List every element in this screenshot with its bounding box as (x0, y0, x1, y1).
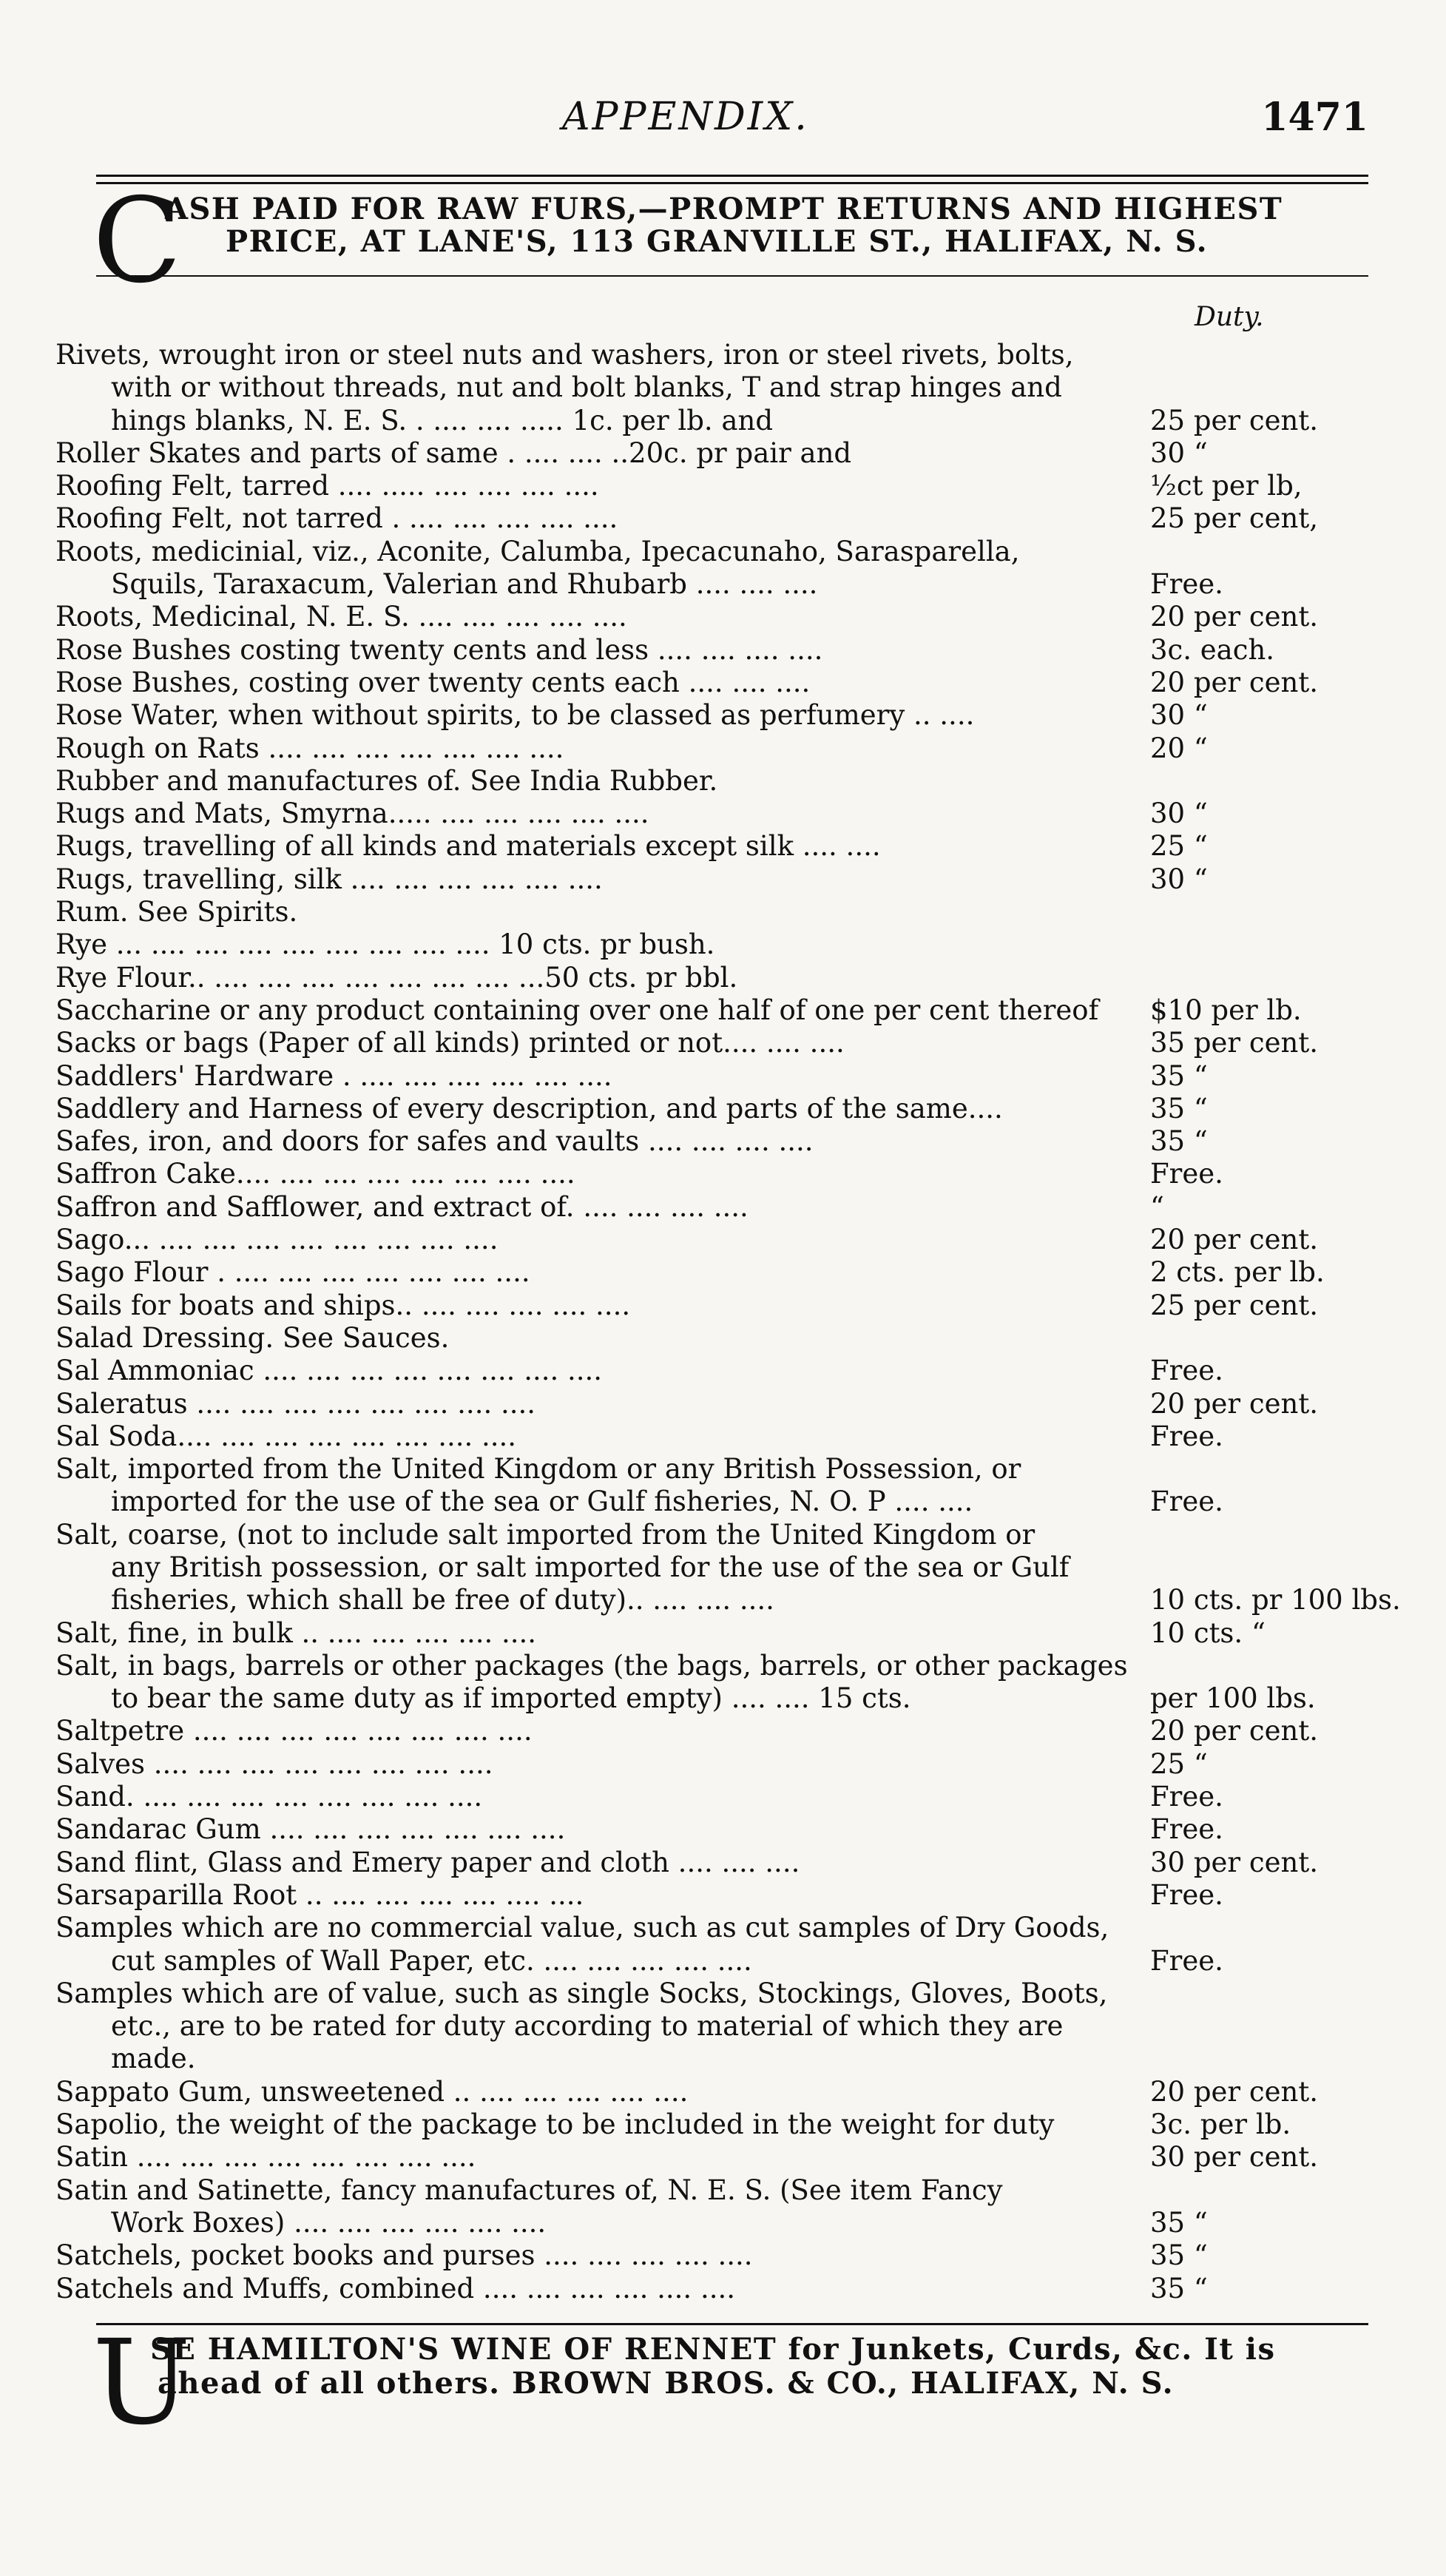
tariff-row (55, 765, 1357, 798)
item-duty: Free. (1150, 1420, 1223, 1452)
tariff-row (55, 1093, 1357, 1125)
tariff-row (55, 2141, 1357, 2174)
tariff-row (55, 1945, 1357, 1977)
duty-column-heading: Duty. (1195, 302, 1264, 332)
tariff-row (55, 1060, 1357, 1093)
tariff-row (55, 1027, 1357, 1059)
item-description: to bear the same duty as if imported empty) .... .... 15 cts. (111, 1682, 911, 1715)
tariff-row (55, 1289, 1357, 1322)
tariff-row (55, 962, 1357, 994)
page-number: 1471 (1261, 95, 1368, 140)
item-description: Rye Flour.. .... .... .... .... .... .... .... ...50 cts. pr bbl. (55, 961, 738, 994)
item-description: cut samples of Wall Paper, etc. .... .... .... .... .... (111, 1944, 752, 1977)
item-duty: 2 cts. per lb. (1150, 1256, 1325, 1289)
item-duty: 20 per cent. (1150, 1715, 1318, 1747)
tariff-row (55, 2010, 1357, 2043)
tariff-entries (55, 339, 1401, 2305)
item-duty: per 100 lbs. (1150, 1682, 1316, 1715)
item-description: Sal Soda.... .... .... .... .... .... .... .... (55, 1420, 517, 1452)
item-description: Satin and Satinette, fancy manufactures of, N. E. S. (See item Fancy (55, 2174, 1003, 2206)
item-duty: 30 “ (1150, 436, 1208, 469)
item-description: Satin .... .... .... .... .... .... .... .... (55, 2141, 476, 2174)
item-description: fisheries, which shall be free of duty).. .... .... .... (111, 1584, 774, 1616)
tariff-row (55, 1158, 1357, 1190)
item-description: Salt, imported from the United Kingdom or any British Possession, or (55, 1453, 1021, 1486)
ad-drop-cap: U (92, 2315, 192, 2451)
tariff-row (55, 2108, 1357, 2141)
ad-line-1: ASH PAID FOR RAW FURS,—PROMPT RETURNS AND HIGHEST (165, 192, 1283, 226)
tariff-row (55, 470, 1357, 502)
item-description: Sago Flour . .... .... .... .... .... .... .... (55, 1256, 530, 1289)
tariff-row (55, 896, 1357, 928)
item-description: Sal Ammoniac .... .... .... .... .... .... .... .... (55, 1355, 603, 1387)
item-description: Rough on Rats .... .... .... .... .... .... .... (55, 732, 564, 764)
item-description: Satchels and Muffs, combined .... .... .... .... .... .... (55, 2272, 736, 2304)
tariff-row (55, 1584, 1401, 1616)
item-description: Salt, coarse, (not to include salt imported from the United Kingdom or (55, 1518, 1035, 1551)
tariff-row (55, 2207, 1357, 2239)
item-duty: ½ct per lb, (1150, 470, 1303, 502)
item-duty: 35 “ (1150, 1092, 1208, 1125)
tariff-row (55, 339, 1357, 371)
item-description: Saccharine or any product containing over one half of one per cent thereof (55, 994, 1099, 1026)
tariff-row (55, 371, 1357, 404)
item-duty: Free. (1150, 1158, 1223, 1190)
item-description: Sandarac Gum .... .... .... .... .... .... .... (55, 1813, 566, 1846)
item-duty: “ (1150, 1190, 1164, 1223)
tariff-row (55, 2273, 1357, 2305)
tariff-row (55, 994, 1357, 1027)
tariff-row (55, 2174, 1357, 2207)
item-description: with or without threads, nut and bolt blanks, T and strap hinges and (111, 371, 1062, 404)
item-duty: Free. (1150, 1944, 1223, 1977)
item-description: Roots, medicinial, viz., Aconite, Calumba, Ipecacunaho, Sarasparella, (55, 535, 1020, 567)
ad-line-2: ahead of all others. BROWN BROS. & CO., HALIFAX, N. S. (158, 2366, 1174, 2401)
tariff-row (55, 1813, 1357, 1846)
item-duty: 20 “ (1150, 732, 1208, 764)
item-duty: 20 per cent. (1150, 601, 1318, 633)
item-duty: 10 cts. “ (1150, 1616, 1266, 1649)
tariff-row (55, 1977, 1357, 2010)
item-duty: $10 per lb. (1150, 994, 1302, 1026)
item-description: Rye ... .... .... .... .... .... .... .... .... 10 cts. pr bush. (55, 928, 715, 961)
item-description: Sails for boats and ships.. .... .... .... .... .... (55, 1289, 631, 1321)
tariff-row (55, 405, 1357, 437)
item-description: Roots, Medicinal, N. E. S. .... .... .... .... .... (55, 601, 627, 633)
item-duty: 25 per cent, (1150, 502, 1318, 535)
item-description: Samples which are no commercial value, such as cut samples of Dry Goods, (55, 1912, 1109, 1944)
item-description: etc., are to be rated for duty according to material of which they are (111, 2010, 1064, 2043)
item-description: Saltpetre .... .... .... .... .... .... .... .... (55, 1715, 533, 1747)
tariff-row (55, 536, 1357, 568)
item-duty: 20 per cent. (1150, 1224, 1318, 1256)
item-description: Rugs, travelling, silk .... .... .... .... .... .... (55, 863, 603, 895)
header-rule-top (96, 175, 1368, 177)
item-duty: 35 “ (1150, 2206, 1208, 2239)
item-description: Roofing Felt, not tarred . .... .... .... .... .... (55, 502, 618, 535)
tariff-row (55, 928, 1357, 961)
item-duty: 30 “ (1150, 798, 1208, 830)
item-duty: 30 “ (1150, 699, 1208, 732)
tariff-row (55, 1682, 1357, 1715)
tariff-row (55, 1617, 1357, 1650)
ad-line-2: PRICE, AT LANE'S, 113 GRANVILLE ST., HALIFAX, N. S. (226, 224, 1209, 259)
item-description: Salad Dressing. See Sauces. (55, 1321, 450, 1354)
item-description: Roofing Felt, tarred .... ..... .... .... .... .... (55, 470, 599, 502)
item-description: Sarsaparilla Root .. .... .... .... .... .... .... (55, 1878, 584, 1911)
tariff-row (55, 1125, 1357, 1158)
item-description: Rugs and Mats, Smyrna..... .... .... .... .... .... (55, 798, 649, 830)
item-description: Sand. .... .... .... .... .... .... .... .... (55, 1781, 483, 1813)
item-duty: 35 “ (1150, 2272, 1208, 2304)
page-header (89, 95, 1368, 146)
tariff-row (55, 1191, 1357, 1224)
item-description: Rose Bushes, costing over twenty cents each .... .... .... (55, 666, 811, 698)
item-duty: 3c. each. (1150, 633, 1275, 666)
header-rule-bottom (96, 182, 1368, 184)
item-description: Rugs, travelling of all kinds and materials except silk .... .... (55, 830, 881, 863)
tariff-row (55, 1355, 1357, 1387)
tariff-row (55, 601, 1357, 633)
item-duty: Free. (1150, 1878, 1223, 1911)
tariff-row (55, 2043, 1357, 2075)
item-description: Salt, in bags, barrels or other packages (the bags, barrels, or other packages (55, 1649, 1128, 1682)
tariff-row (55, 1781, 1357, 1813)
tariff-row (55, 798, 1357, 830)
item-description: Rum. See Spirits. (55, 896, 298, 928)
item-duty: 25 “ (1150, 1747, 1208, 1780)
tariff-row (55, 502, 1357, 535)
tariff-row (55, 1748, 1357, 1781)
tariff-row (55, 699, 1357, 732)
tariff-row (55, 2239, 1357, 2272)
item-description: Saffron and Safflower, and extract of. .... .... .... .... (55, 1190, 749, 1223)
tariff-row (55, 1453, 1357, 1486)
item-duty: 25 “ (1150, 830, 1208, 863)
tariff-row (55, 1322, 1357, 1355)
ad-drop-cap: C (92, 173, 182, 309)
footer-rule (96, 2323, 1368, 2325)
tariff-row (55, 568, 1357, 601)
tariff-row (55, 437, 1357, 470)
tariff-row (55, 732, 1357, 765)
item-duty: 35 “ (1150, 1059, 1208, 1092)
item-duty: Free. (1150, 568, 1223, 601)
top-advertisement (92, 173, 1372, 309)
item-duty: 30 per cent. (1150, 1846, 1318, 1878)
item-description: Sand flint, Glass and Emery paper and cloth .... .... .... (55, 1846, 800, 1878)
item-description: Rose Bushes costing twenty cents and less .... .... .... .... (55, 633, 823, 666)
item-duty: 20 per cent. (1150, 1387, 1318, 1420)
item-description: Saleratus .... .... .... .... .... .... .... .... (55, 1387, 536, 1420)
item-description: Rivets, wrought iron or steel nuts and washers, iron or steel rivets, bolts, (55, 339, 1074, 371)
item-description: imported for the use of the sea or Gulf fisheries, N. O. P .... .... (111, 1486, 973, 1518)
item-duty: Free. (1150, 1486, 1223, 1518)
item-duty: 30 per cent. (1150, 2141, 1318, 2174)
item-description: Satchels, pocket books and purses .... .... .... .... .... (55, 2239, 753, 2272)
item-description: Salt, fine, in bulk .. .... .... .... .... .... (55, 1616, 537, 1649)
item-description: Saddlery and Harness of every description, and parts of the same.... (55, 1092, 1003, 1125)
item-description: Samples which are of value, such as single Socks, Stockings, Gloves, Boots, (55, 1977, 1108, 2009)
item-description: Rubber and manufactures of. See India Rubber. (55, 764, 718, 797)
item-duty: 20 per cent. (1150, 666, 1318, 698)
tariff-row (55, 667, 1357, 699)
item-duty: 3c. per lb. (1150, 2108, 1291, 2141)
tariff-row (55, 1715, 1357, 1747)
item-description: Roller Skates and parts of same . .... .... ..20c. pr pair and (55, 436, 852, 469)
tariff-row (55, 1551, 1357, 1584)
item-duty: 35 “ (1150, 1125, 1208, 1158)
item-duty: Free. (1150, 1355, 1223, 1387)
item-description: Work Boxes) .... .... .... .... .... .... (111, 2206, 547, 2239)
tariff-row (55, 1420, 1357, 1453)
item-duty: 35 per cent. (1150, 1027, 1318, 1059)
tariff-row (55, 1879, 1357, 1912)
tariff-row (55, 1224, 1357, 1256)
tariff-row (55, 863, 1357, 896)
item-duty: 35 “ (1150, 2239, 1208, 2272)
item-duty: 25 per cent. (1150, 404, 1318, 436)
tariff-row (55, 1486, 1357, 1518)
item-description: Squils, Taraxacum, Valerian and Rhubarb .... .... .... (111, 568, 818, 601)
item-description: hings blanks, N. E. S. . .... .... ..... 1c. per lb. and (111, 404, 774, 436)
item-description: any British possession, or salt imported for the use of the sea or Gulf (111, 1551, 1070, 1583)
item-description: made. (111, 2043, 196, 2075)
ad-rule (96, 275, 1368, 277)
item-description: Saffron Cake.... .... .... .... .... .... .... .... (55, 1158, 575, 1190)
page-title: APPENDIX. (562, 95, 809, 139)
tariff-row (55, 830, 1357, 863)
tariff-row (55, 1519, 1357, 1551)
item-description: Sago... .... .... .... .... .... .... .... .... (55, 1224, 499, 1256)
tariff-row (55, 1847, 1357, 1879)
tariff-row (55, 1388, 1357, 1420)
tariff-row (55, 1912, 1357, 1944)
item-duty: 20 per cent. (1150, 2075, 1318, 2108)
item-duty: Free. (1150, 1781, 1223, 1813)
item-duty: 25 per cent. (1150, 1289, 1318, 1321)
tariff-row (55, 1256, 1357, 1289)
item-duty: 30 “ (1150, 863, 1208, 895)
item-description: Salves .... .... .... .... .... .... .... .... (55, 1747, 493, 1780)
item-duty: Free. (1150, 1813, 1223, 1846)
item-description: Safes, iron, and doors for safes and vaults .... .... .... .... (55, 1125, 814, 1158)
item-duty: 10 cts. pr 100 lbs. (1150, 1584, 1401, 1616)
tariff-row (55, 2076, 1357, 2108)
tariff-row (55, 634, 1357, 667)
item-description: Rose Water, when without spirits, to be classed as perfumery .. .... (55, 699, 975, 732)
item-description: Sapolio, the weight of the package to be included in the weight for duty (55, 2108, 1055, 2141)
bottom-advertisement (92, 2315, 1372, 2451)
item-description: Sappato Gum, unsweetened .. .... .... .... .... .... (55, 2075, 689, 2108)
tariff-row (55, 1650, 1357, 1682)
item-description: Sacks or bags (Paper of all kinds) printed or not.... .... .... (55, 1027, 845, 1059)
item-description: Saddlers' Hardware . .... .... .... .... .... .... (55, 1059, 612, 1092)
ad-line-1: SE HAMILTON'S WINE OF RENNET for Junkets, Curds, &c. It is (150, 2332, 1276, 2367)
